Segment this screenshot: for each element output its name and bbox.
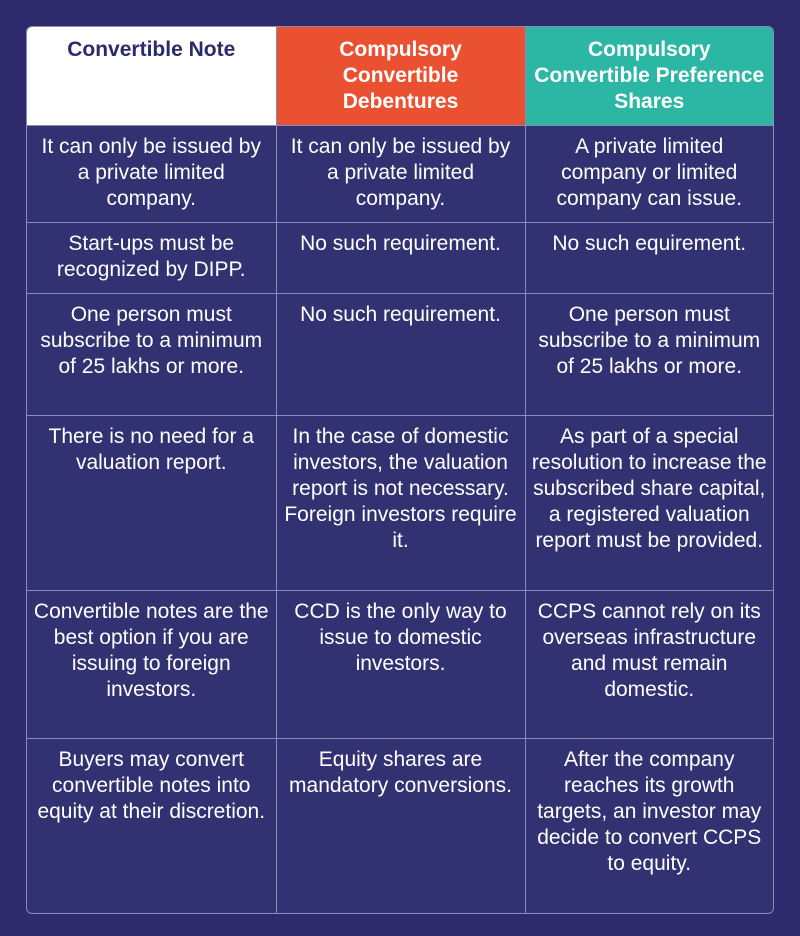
table-cell: No such requirement.	[276, 293, 525, 415]
table-row	[27, 293, 773, 415]
table-row	[27, 125, 773, 222]
table-cell: It can only be issued by a private limited company.	[27, 125, 276, 222]
table-cell: Start-ups must be recognized by DIPP.	[27, 222, 276, 293]
table-cell: There is no need for a valuation report.	[27, 415, 276, 590]
comparison-grid	[27, 27, 773, 913]
comparison-table	[26, 26, 774, 914]
table-cell: One person must subscribe to a minimum of 25 lakhs or more.	[525, 293, 773, 415]
table-cell: No such requirement.	[276, 222, 525, 293]
header-ccd: Compulsory Convertible Debentures	[276, 27, 525, 125]
table-cell: After the company reaches its growth targets, an investor may decide to convert CCPS to equity.	[525, 738, 773, 913]
table-row	[27, 738, 773, 913]
header-convertible-note: Convertible Note	[27, 27, 276, 125]
table-cell: In the case of domestic investors, the valuation report is not necessary. Foreign investors require it.	[276, 415, 525, 590]
table-cell: A private limited company or limited company can issue.	[525, 125, 773, 222]
table-cell: CCPS cannot rely on its overseas infrastructure and must remain domestic.	[525, 590, 773, 738]
table-cell: Buyers may convert convertible notes into equity at their discretion.	[27, 738, 276, 913]
table-cell: As part of a special resolution to increase the subscribed share capital, a registered valuation report must be provided.	[525, 415, 773, 590]
header-ccps: Compulsory Convertible Preference Shares	[525, 27, 773, 125]
header-row	[27, 27, 773, 125]
table-cell: One person must subscribe to a minimum of 25 lakhs or more.	[27, 293, 276, 415]
table-cell: It can only be issued by a private limited company.	[276, 125, 525, 222]
table-row	[27, 415, 773, 590]
table-row	[27, 222, 773, 293]
table-cell: Convertible notes are the best option if you are issuing to foreign investors.	[27, 590, 276, 738]
table-cell: No such equirement.	[525, 222, 773, 293]
table-cell: CCD is the only way to issue to domestic investors.	[276, 590, 525, 738]
table-row	[27, 590, 773, 738]
table-cell: Equity shares are mandatory conversions.	[276, 738, 525, 913]
